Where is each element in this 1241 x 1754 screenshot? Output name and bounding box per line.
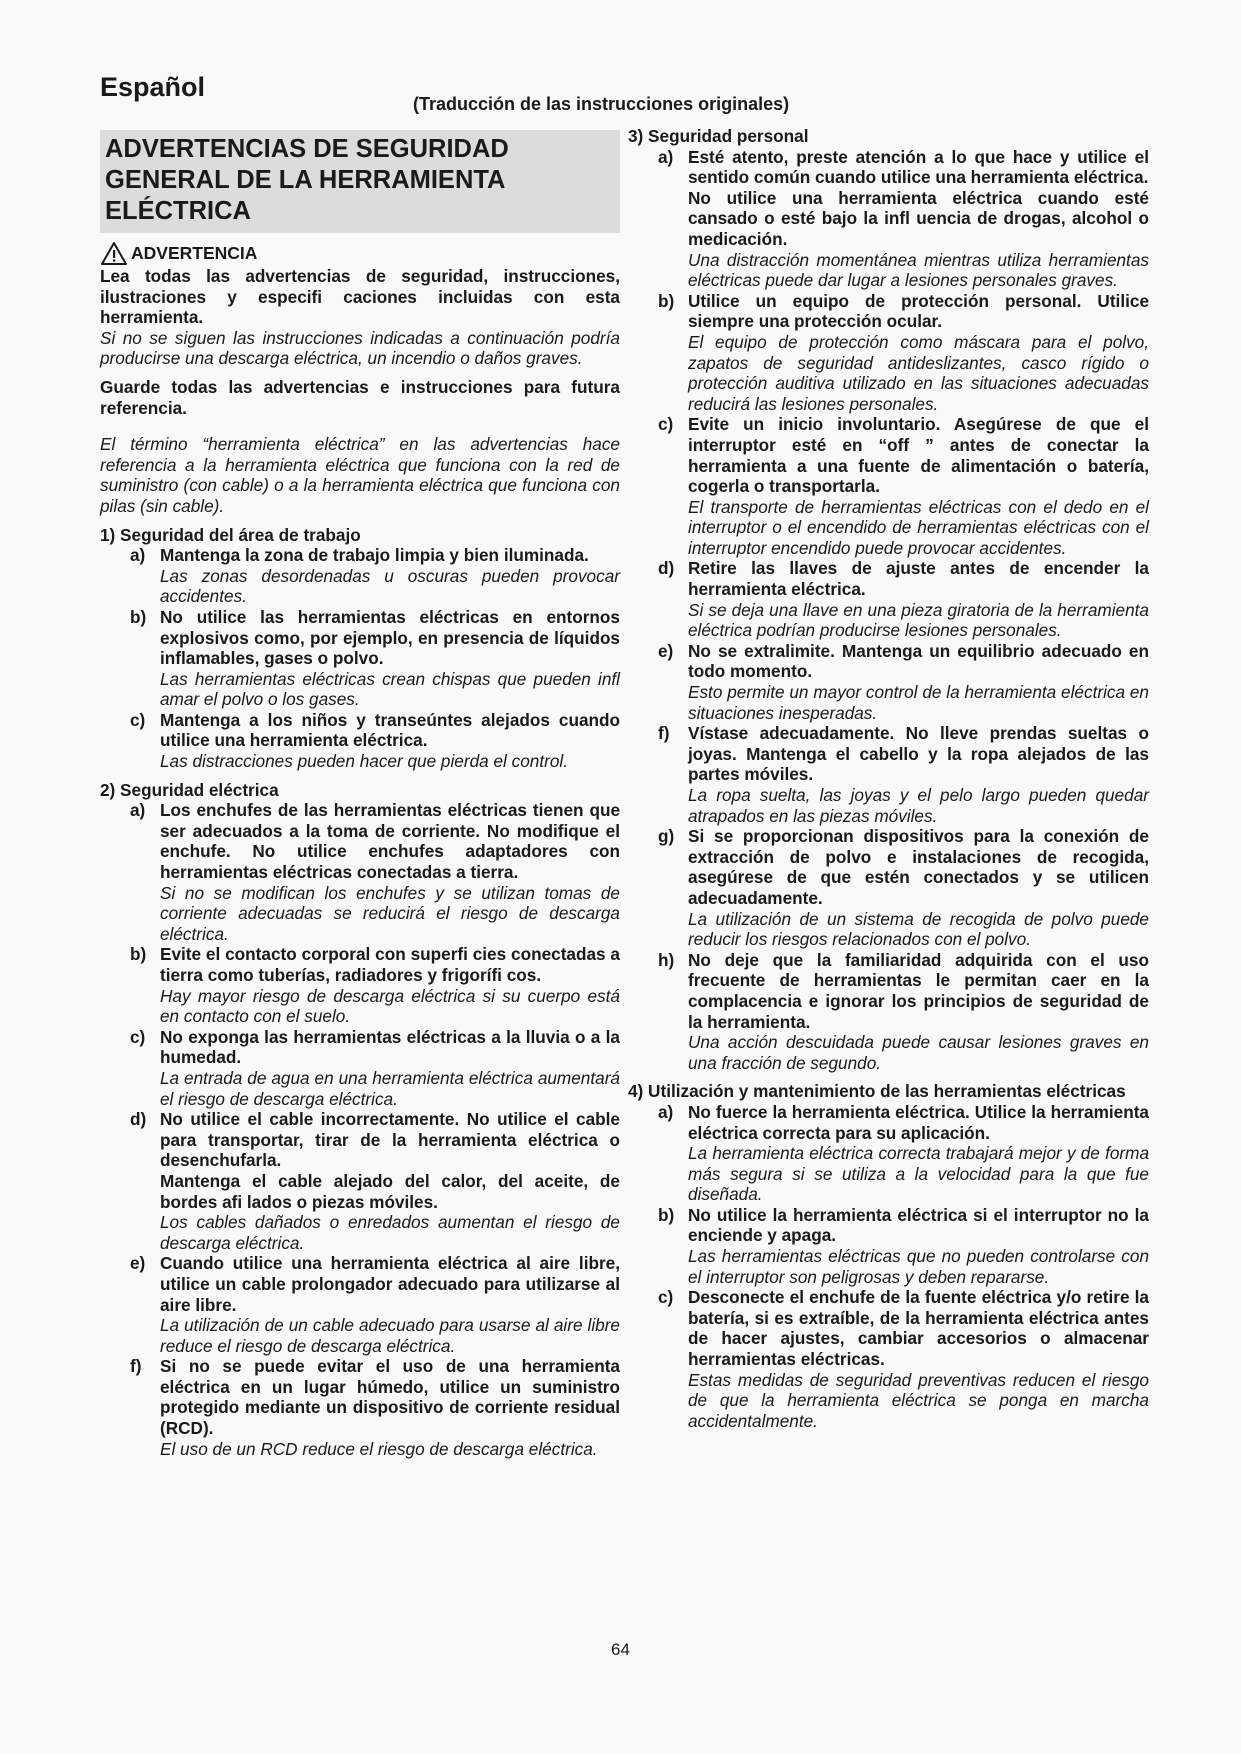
term-definition-text: El término “herramienta eléctrica” en las advertencias hace referencia a la herramienta eléctrica que funciona con la red de suministro (con cable) o a la herramienta eléctrica que funciona con pilas (sin cable). [100,434,620,516]
list-item: f) Si no se puede evitar el uso de una herramienta eléctrica en un lugar húmedo, utilice un suministro protegido mediante un dispositivo de corriente residual (RCD). El uso de un RCD reduce el riesgo de descarga eléctrica. [130,1356,620,1459]
right-column [628,126,1149,1431]
list-item: c) Desconecte el enchufe de la fuente eléctrica y/o retire la batería, si es extraíble, de la herramienta eléctrica antes de hacer ajustes, cambiar accesorios o almacenar herramientas eléctricas. Estas medidas de seguridad preventivas reducen el riesgo de que la herramienta eléctrica se ponga en marcha accidentalmente. [658,1287,1149,1431]
warning-triangle-icon [100,241,128,266]
warning-bold-text: Lea todas las advertencias de seguridad, instrucciones, ilustraciones y especifi caciones incluidas con esta herramienta. [100,266,620,328]
save-instructions-text: Guarde todas las advertencias e instrucciones para futura referencia. [100,376,620,418]
list-item: c) Evite un inicio involuntario. Asegúrese de que el interruptor esté en “off ” antes de conectar la herramienta a una fuente de alimentación o batería, cogerla o transportarla. El transporte de herramientas eléctricas con el dedo en el interruptor o el encendido de herramientas eléctricas con el interruptor encendido puede provocar accidentes. [658,414,1149,558]
list-item: e) Cuando utilice una herramienta eléctrica al aire libre, utilice un cable prolongador adecuado para utilizarse al aire libre. La utilización de un cable adecuado para usarse al aire libre reduce el riesgo de descarga eléctrica. [130,1253,620,1356]
section-4-title: 4) Utilización y mantenimiento de las herramientas eléctricas [628,1081,1126,1102]
list-item: g) Si se proporcionan dispositivos para la conexión de extracción de polvo e instalaciones de recogida, asegúrese de que estén conectados y se utilicen adecuadamente. La utilización de un sistema de recogida de polvo puede reducir los riesgos relacionados con el polvo. [658,826,1149,950]
list-item: c) Mantenga a los niños y transeúntes alejados cuando utilice una herramienta eléctrica. Las distracciones pueden hacer que pierda el control. [130,709,620,772]
warning-heading [100,241,620,266]
list-item: f) Vístase adecuadamente. No lleve prendas sueltas o joyas. Mantenga el cabello y la ropa alejados de las partes móviles. La ropa suelta, las joyas y el pelo largo pueden quedar atrapados en las piezas móviles. [658,723,1149,826]
warning-italic-text: Si no se siguen las instrucciones indicadas a continuación podría producirse una descarga eléctrica, un incendio o daños graves. [100,327,620,369]
list-item: a) No fuerce la herramienta eléctrica. Utilice la herramienta eléctrica correcta para su aplicación. La herramienta eléctrica correcta trabajará mejor y de forma más segura si se utiliza a la velocidad para la que fue diseñada. [658,1101,1149,1205]
language-heading: Español [100,72,206,102]
list-item: b) No utilice la herramienta eléctrica si el interruptor no la enciende y apaga. Las herramientas eléctricas que no pueden controlarse con el interruptor son peligrosas y deben repararse. [658,1204,1149,1287]
safety-title: ADVERTENCIAS DE SEGURIDAD GENERAL DE LA HERRAMIENTA ELÉCTRICA [100,130,620,233]
list-item: h) No deje que la familiaridad adquirida con el uso frecuente de herramientas le permitan caer en la complacencia e ignorar los principios de seguridad de la herramienta. Una acción descuidada puede causar lesiones graves en una fracción de segundo. [658,949,1149,1073]
section-2-title: 2) Seguridad eléctrica [100,779,279,800]
list-item: c) No exponga las herramientas eléctricas a la lluvia o a la humedad. La entrada de agua en una herramienta eléctrica aumentará el riesgo de descarga eléctrica. [130,1026,620,1109]
left-column [100,130,620,1459]
list-item: b) Utilice un equipo de protección personal. Utilice siempre una protección ocular. El equipo de protección como máscara para el polvo, zapatos de seguridad antideslizantes, casco rígido o protección auditiva utilizado en las situaciones adecuadas reducirá las lesiones personales. [658,290,1149,414]
list-item: b) Evite el contacto corporal con superfi cies conectadas a tierra como tuberías, radiadores y frigorífi cos. Hay mayor riesgo de descarga eléctrica si su cuerpo está en contacto con el suelo. [130,944,620,1027]
list-item: d) No utilice el cable incorrectamente. No utilice el cable para transportar, tirar de la herramienta eléctrica o desenchufarla. Mantenga el cable alejado del calor, del aceite, de bordes afi lados o piezas móviles. Los cables dañados o enredados aumentan el riesgo de descarga eléctrica. [130,1109,620,1253]
list-item: d) Retire las llaves de ajuste antes de encender la herramienta eléctrica. Si se deja una llave en una pieza giratoria de la herramienta eléctrica podrían producirse lesiones personales. [658,558,1149,641]
list-item: b) No utilice las herramientas eléctricas en entornos explosivos como, por ejemplo, en presencia de líquidos inflamables, gases o polvo. Las herramientas eléctricas crean chispas que pueden infl amar el polvo o los gases. [130,606,620,710]
list-item: e) No se extralimite. Mantenga un equilibrio adecuado en todo momento. Esto permite un mayor control de la herramienta eléctrica en situaciones inesperadas. [658,640,1149,723]
list-item: a) Los enchufes de las herramientas eléctricas tienen que ser adecuados a la toma de corriente. No modifique el enchufe. No utilice enchufes adaptadores con herramientas eléctricas conectadas a tierra. Si no se modifican los enchufes y se utilizan tomas de corriente adecuadas se reducirá el riesgo de descarga eléctrica. [130,800,620,944]
section-3-title: 3) Seguridad personal [628,126,809,146]
translation-subtitle: (Traducción de las instrucciones originales) [413,94,790,114]
section-1-title: 1) Seguridad del área de trabajo [100,524,361,545]
page-number: 64 [611,1640,630,1659]
list-item: a) Mantenga la zona de trabajo limpia y bien iluminada. Las zonas desordenadas u oscuras pueden provocar accidentes. [130,545,620,607]
list-item: a) Esté atento, preste atención a lo que hace y utilice el sentido común cuando utilice una herramienta eléctrica. No utilice una herramienta eléctrica cuando esté cansado o esté bajo la infl uencia de drogas, alcohol o medicación. Una distracción momentánea mientras utiliza herramientas eléctricas puede dar lugar a lesiones personales graves. [658,146,1149,291]
warning-label: ADVERTENCIA [131,243,258,264]
